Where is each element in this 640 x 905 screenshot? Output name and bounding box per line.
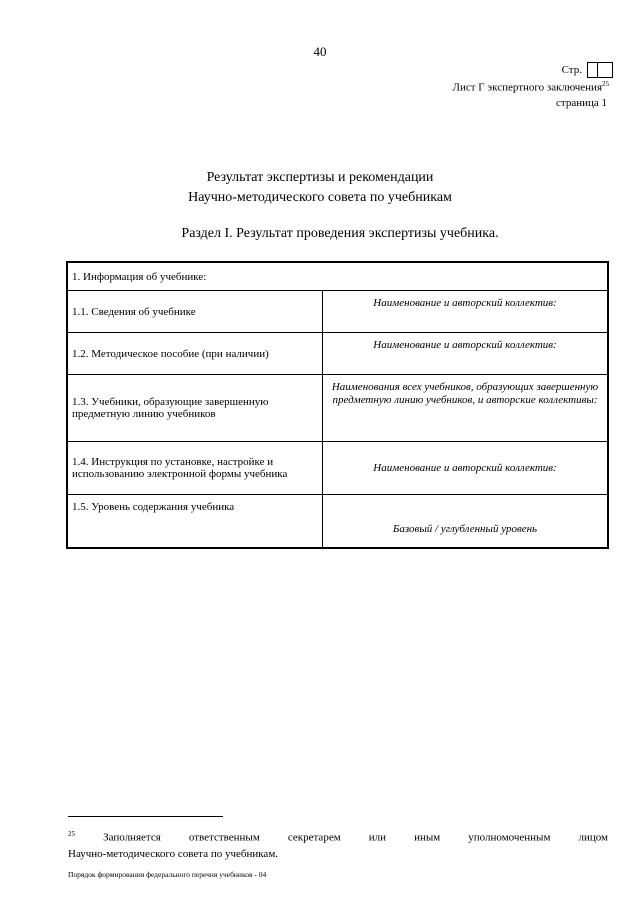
str-label: Стр. bbox=[561, 64, 582, 76]
sheet-label-text: Лист Г экспертного заключения bbox=[452, 81, 602, 94]
row-label: 1.5. Уровень содержания учебника bbox=[67, 495, 323, 549]
textbook-info-table bbox=[66, 261, 609, 549]
row-value: Наименование и авторский коллектив: bbox=[323, 442, 609, 495]
section-heading: Раздел I. Результат проведения экспертизы учебника. bbox=[181, 226, 499, 241]
sheet-label bbox=[453, 80, 609, 94]
row-value: Наименование и авторский коллектив: bbox=[323, 333, 609, 375]
row-label: 1.1. Сведения об учебнике bbox=[67, 291, 323, 333]
table-row bbox=[67, 375, 608, 442]
table-row bbox=[67, 495, 608, 549]
sheet-page: страница 1 bbox=[556, 97, 607, 109]
page-counter bbox=[562, 62, 613, 78]
footnote-text-line-1: Заполняется ответственным секретарем или иным уполномоченным лицом bbox=[103, 831, 608, 844]
table-row bbox=[67, 442, 608, 495]
footnote-mark: 25 bbox=[68, 830, 75, 838]
table-header-cell: 1. Информация об учебнике: bbox=[67, 262, 608, 291]
page-number-box bbox=[587, 62, 613, 78]
table-header-row bbox=[67, 262, 608, 291]
sheet-footnote-mark: 25 bbox=[602, 80, 609, 88]
footnote-divider bbox=[68, 816, 223, 817]
row-label: 1.4. Инструкция по установке, настройке и использованию электронной формы учебника bbox=[67, 442, 323, 495]
document-footer: Порядок формирования федерального перечня учебников - 04 bbox=[68, 870, 267, 879]
page-number: 40 bbox=[313, 44, 327, 59]
table-row bbox=[67, 291, 608, 333]
row-value: Наименования всех учебников, образующих завершенную предметную линию учебников, и авторские коллективы: bbox=[323, 375, 609, 442]
footnote bbox=[68, 826, 608, 862]
document-title bbox=[0, 168, 640, 208]
title-line-1: Результат экспертизы и рекомендации bbox=[206, 170, 434, 185]
title-line-2: Научно-методического совета по учебникам bbox=[188, 190, 452, 205]
footnote-text-line-2: Научно-методического совета по учебникам. bbox=[68, 847, 279, 860]
row-label: 1.2. Методическое пособие (при наличии) bbox=[67, 333, 323, 375]
row-label: 1.3. Учебники, образующие завершенную предметную линию учебников bbox=[67, 375, 323, 442]
row-value: Наименование и авторский коллектив: bbox=[323, 291, 609, 333]
row-value: Базовый / углубленный уровень bbox=[323, 495, 609, 549]
table-row bbox=[67, 333, 608, 375]
